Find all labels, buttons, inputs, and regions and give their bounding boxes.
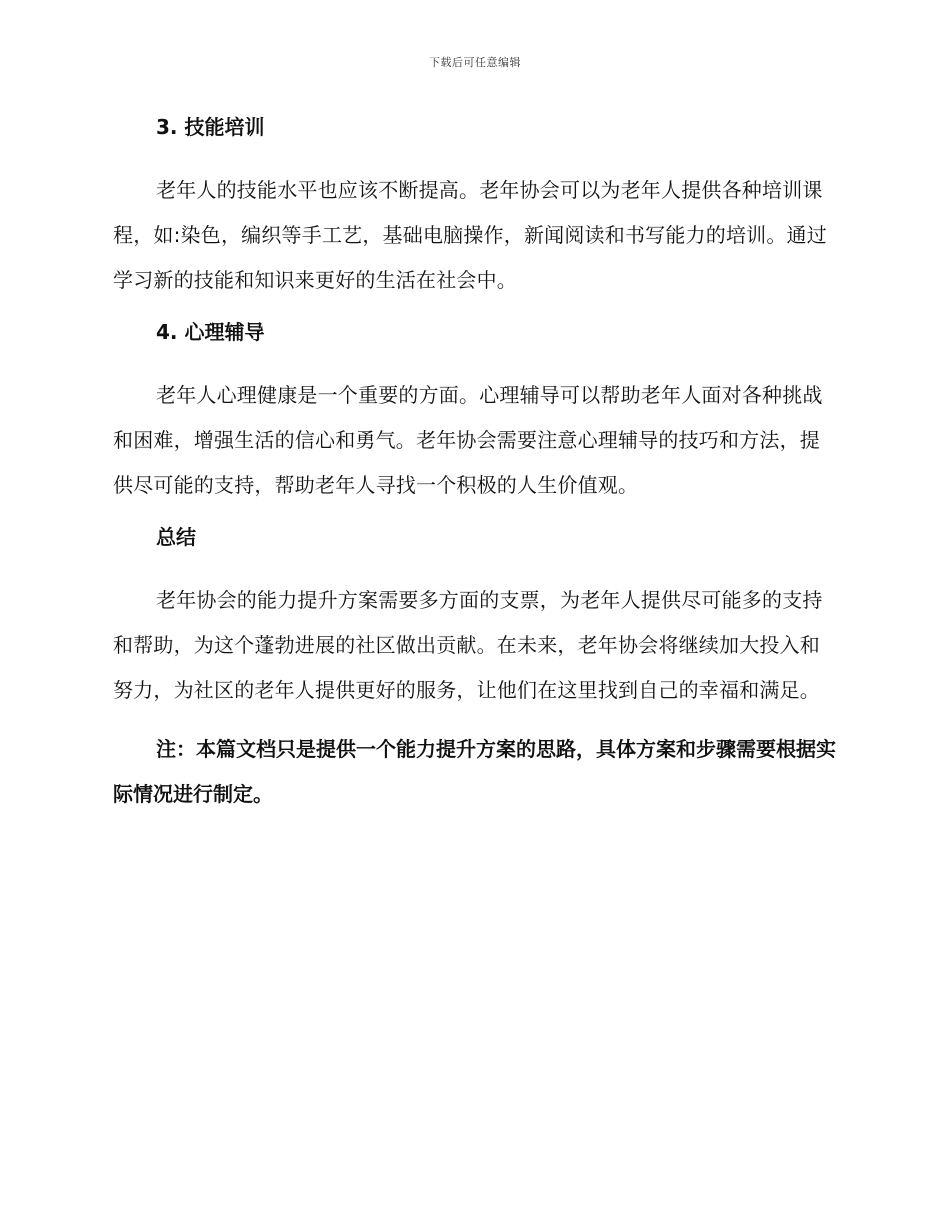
section-paragraph: 老年协会的能力提升方案需要多方面的支票，为老年人提供尽可能多的支持和帮助，为这个蓬勃进展的社区做出贡献。在未来，老年协会将继续加大投入和努力，为社区的老年人提供更好的服务，让他们在这里找到自己的幸福和满足。 (113, 588, 823, 702)
section-skill-training (113, 112, 838, 303)
section-psychological-counseling (113, 317, 838, 508)
closing-note: 注：本篇文档只是提供一个能力提升方案的思路，具体方案和步骤需要根据实际情况进行制定。 (113, 737, 836, 806)
page-header: 下载后可任意编辑 (429, 56, 521, 69)
section-paragraph: 老年人心理健康是一个重要的方面。心理辅导可以帮助老年人面对各种挑战和困难，增强生活的信心和勇气。老年协会需要注意心理辅导的技巧和方法，提供尽可能的支持，帮助老年人寻找一个积极的人生价值观。 (113, 383, 823, 497)
section-heading: 3. 技能培训 (156, 115, 265, 139)
document-body (113, 112, 838, 817)
section-heading: 总结 (156, 525, 196, 549)
section-heading: 4. 心理辅导 (156, 320, 265, 344)
section-paragraph: 老年人的技能水平也应该不断提高。老年协会可以为老年人提供各种培训课程，如:染色，编织等手工艺，基础电脑操作，新闻阅读和书写能力的培训。通过学习新的技能和知识来更好的生活在社会中。 (113, 178, 827, 292)
section-summary (113, 522, 838, 713)
